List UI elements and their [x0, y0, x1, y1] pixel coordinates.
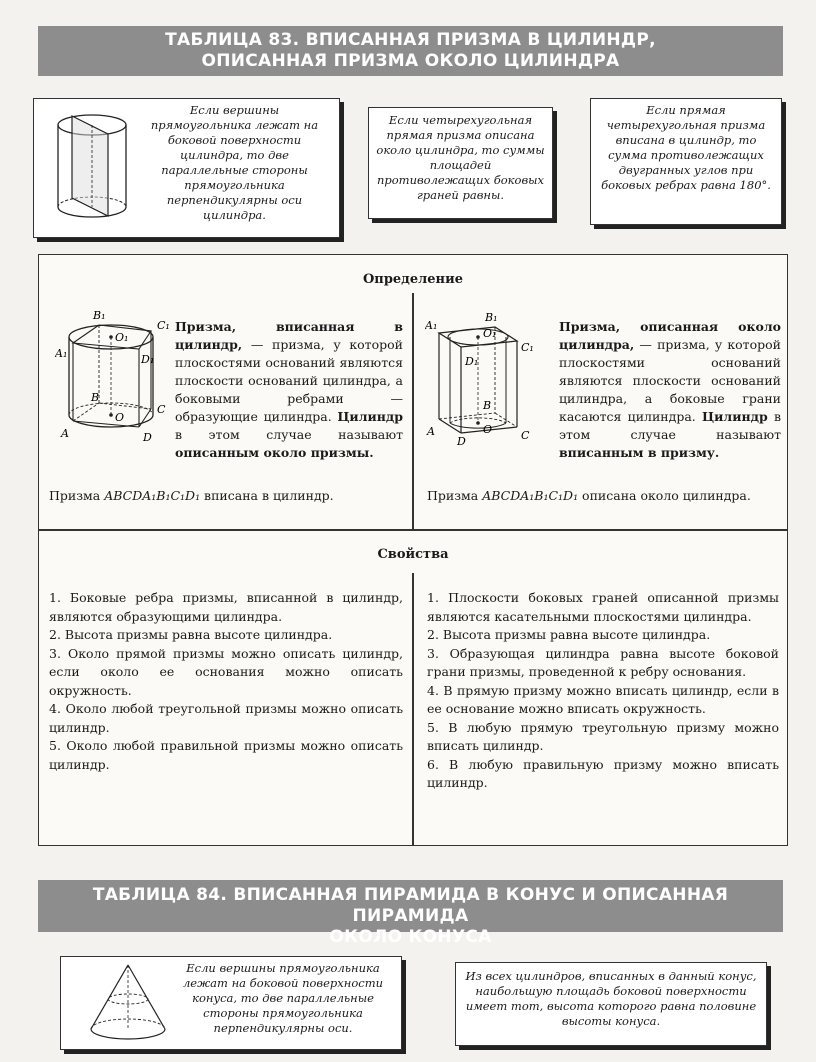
label-D1-right: D₁ [465, 355, 479, 368]
inscribed-caption-prefix: Призма [49, 488, 105, 503]
section-divider [39, 529, 787, 531]
inscribed-caption-name: ABCDA₁B₁C₁D₁ [104, 488, 201, 503]
circumscribed-prism-figure [425, 307, 547, 447]
prop-left-4: 4. Около любой треугольной призмы можно описать цилиндр. [49, 701, 403, 735]
circumscribed-definition [559, 318, 781, 462]
table84-note1-text: Если вершины прямоугольника лежат на боковой поверхности конуса, то две параллельные стороны прямоугольника перпендикулярны оси. [182, 961, 384, 1035]
note-inscribed-prism-angles [590, 98, 782, 225]
circumscribed-caption-prefix: Призма [427, 488, 483, 503]
label-O: O [115, 411, 125, 424]
label-A1-right: A₁ [425, 319, 438, 332]
inscribed-term2: Цилиндр [337, 409, 403, 424]
label-C-right: C [521, 429, 530, 442]
circumscribed-caption-name: ABCDA₁B₁C₁D₁ [482, 488, 579, 503]
label-O-right: O [483, 423, 493, 436]
note3-text: Если прямая четырехугольная призма вписана в цилиндр, то сумма противолежащих двугранных углов при боковых ребрах равна 180°. [601, 103, 771, 192]
label-O1-right: O₁ [483, 327, 497, 340]
inscribed-term3: описанным около призмы. [175, 445, 374, 460]
definition-heading: Определение [362, 272, 463, 287]
table84-title-line2: ОКОЛО КОНУСА [329, 927, 492, 947]
prop-right-3: 3. Образующая цилиндра равна высоте боковой грани призмы, проведенной к ребру основания. [427, 645, 779, 679]
cylinder-rectangle-figure [44, 107, 154, 225]
prop-right-4: 4. В прямую призму можно вписать цилиндр, если в ее основание можно вписать окружность. [427, 682, 779, 716]
label-A-right: A [427, 425, 435, 438]
prop-right-6: 6. В любую правильную призму можно вписать цилиндр. [427, 756, 779, 790]
properties-heading: Свойства [377, 547, 449, 562]
inscribed-term: Призма, вписанная в цилиндр, [175, 319, 403, 352]
circumscribed-term3: вписанным в призму. [559, 445, 720, 460]
column-divider-top [412, 293, 414, 529]
table84-note2-text: Из всех цилиндров, вписанных в данный конус, наибольшую площадь боковой поверхности имеет тот, высота которого равна половине высоты конуса. [465, 969, 757, 1028]
cone-figure [83, 961, 173, 1045]
label-B1: B₁ [93, 309, 106, 322]
note2-text: Если четырехугольная прямая призма описана около цилиндра, то суммы площадей противолежащих боковых граней равны. [376, 113, 545, 202]
circumscribed-term2: Цилиндр [702, 409, 768, 424]
properties-right [427, 589, 779, 793]
label-D1: D₁ [141, 353, 155, 366]
inscribed-prism-figure [55, 303, 177, 443]
inscribed-caption [49, 487, 409, 505]
label-A1: A₁ [55, 347, 68, 360]
label-O1: O₁ [115, 331, 129, 344]
label-D: D [143, 431, 152, 443]
note-rectangle-in-cylinder [33, 98, 340, 238]
label-C1: C₁ [157, 319, 170, 332]
circumscribed-caption-suffix: описана около цилиндра. [578, 488, 751, 503]
circumscribed-term: Призма, описанная около цилиндра, [559, 319, 781, 352]
circumscribed-text2: в этом случае называют [559, 409, 781, 442]
table83-title-line1: ТАБЛИЦА 83. ВПИСАННАЯ ПРИЗМА В ЦИЛИНДР, [165, 30, 656, 50]
inscribed-definition [175, 318, 403, 462]
table84-title [38, 880, 783, 947]
prop-right-2: 2. Высота призмы равна высоте цилиндра. [427, 627, 711, 642]
label-B-right: B [483, 399, 492, 412]
label-C: C [157, 403, 166, 416]
inscribed-caption-suffix: вписана в цилиндр. [200, 488, 334, 503]
inscribed-text1: — призма, у которой плоскостями оснований являются плоскости оснований цилиндра, а боковыми ребрами — образующие цилиндра. [175, 337, 403, 424]
label-A: A [61, 427, 69, 440]
table83-panel [38, 254, 788, 846]
prop-left-2: 2. Высота призмы равна высоте цилиндра. [49, 627, 333, 642]
circumscribed-text1: — призма, у которой плоскостями оснований являются плоскости оснований цилиндра, а боковые грани касаются цилиндра. [559, 337, 781, 424]
note-rectangle-in-cone [60, 956, 402, 1050]
label-B: B [91, 391, 100, 404]
table84-title-line1: ТАБЛИЦА 84. ВПИСАННАЯ ПИРАМИДА В КОНУС И ОПИСАННАЯ ПИРАМИДА [92, 885, 729, 926]
note1-text: Если вершины прямоугольника лежат на боковой поверхности цилиндра, то две параллельные стороны прямоугольника перпендикулярны оси цилиндра. [150, 103, 319, 222]
note-cylinders-in-cone [455, 962, 767, 1046]
circumscribed-caption [427, 487, 779, 505]
inscribed-text2: в этом случае называют [175, 427, 403, 442]
column-divider-bottom [412, 573, 414, 845]
table83-title [38, 26, 783, 76]
label-C1-right: C₁ [521, 341, 534, 354]
note-circumscribed-prism-areas [368, 107, 553, 219]
prop-left-1: 1. Боковые ребра призмы, вписанной в цилиндр, являются образующими цилиндра. [49, 590, 403, 624]
table83-title-line2: ОПИСАННАЯ ПРИЗМА ОКОЛО ЦИЛИНДРА [201, 51, 620, 71]
properties-left [49, 589, 403, 774]
prop-right-5: 5. В любую прямую треугольную призму можно вписать цилиндр. [427, 719, 779, 753]
prop-left-3: 3. Около прямой призмы можно описать цилиндр, если около ее основания можно описать окружность. [49, 645, 403, 698]
label-D-right: D [457, 435, 466, 447]
prop-left-5: 5. Около любой правильной призмы можно описать цилиндр. [49, 738, 403, 772]
prop-right-1: 1. Плоскости боковых граней описанной призмы являются касательными плоскостями цилиндра. [427, 590, 779, 624]
label-B1-right: B₁ [485, 311, 498, 324]
